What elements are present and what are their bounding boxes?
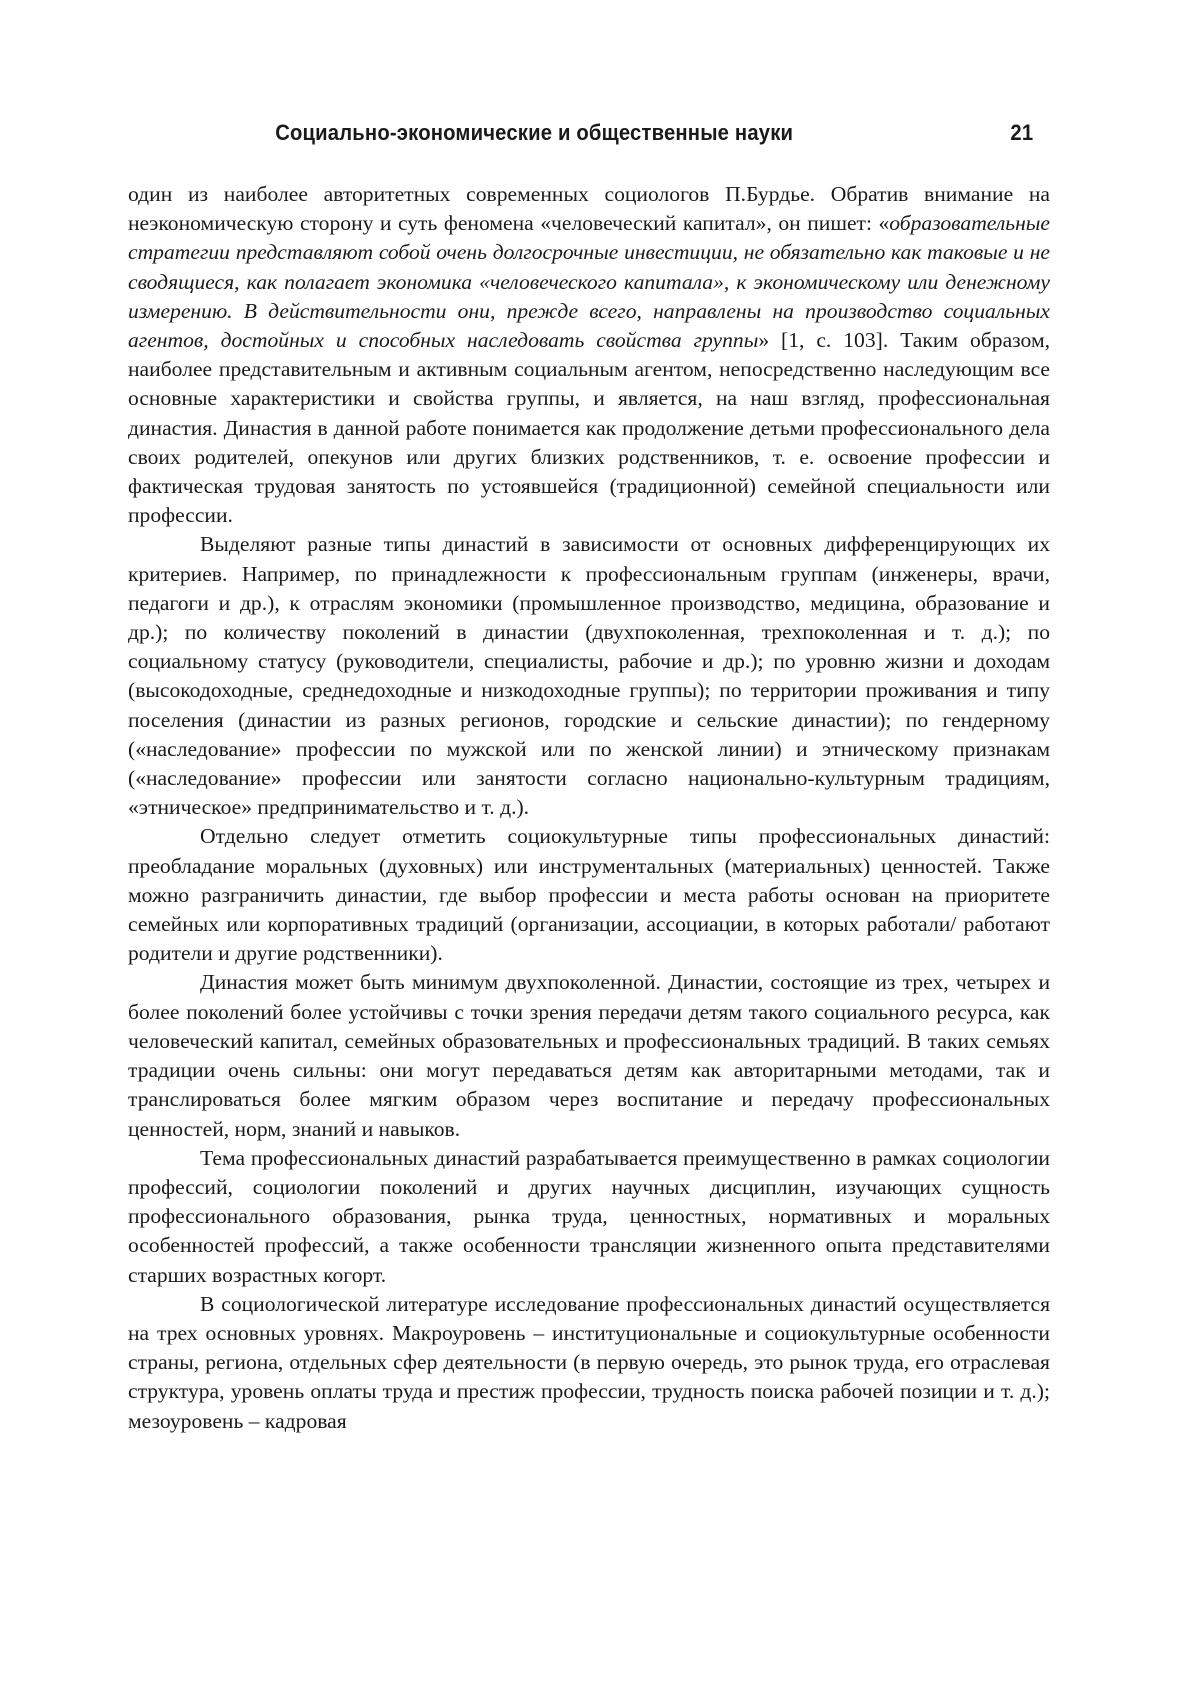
paragraph-5: Тема профессиональных династий разрабатывается преимущественно в рамках социологии профессий, социологии поколений и других научных дисциплин, изучающих сущность профессионального образования, рынка труда, ценностных, нормативных и моральных особенностей профессий, а также особенности трансляции жизненного опыта представителями старших возрастных когорт.: [128, 1145, 1050, 1287]
paragraph-4: Династия может быть минимум двухпоколенной. Династии, состоящие из трех, четырех и более поколений более устойчивы с точки зрения передачи детям такого социального ресурса, как человеческий капитал, семейных образовательных и профессиональных традиций. В таких семьях традиции очень сильны: они могут передаваться детям как авторитарными методами, так и транслироваться более мягким образом через воспитание и передачу профессиональных ценностей, норм, знаний и навыков.: [128, 970, 1050, 1141]
paragraph-2: Выделяют разные типы династий в зависимости от основных дифференцирующих их критериев. Например, по принадлежности к профессиональным группам (инженеры, врачи, педагоги и др.), к отраслям экономики (промышленное производство, медицина, образование и др.); по количеству поколений в династии (двухпоколенная, трехпоколенная и т. д.); по социальному статусу (руководители, специалисты, рабочие и др.); по уровню жизни и доходам (высокодоходные, среднедоходные и низкодоходные группы); по территории проживания и типу поселения (династии из разных регионов, городские и сельские династии); по гендерному («наследование» профессии по мужской или по женской линии) и этническому признакам («наследование» профессии или занятости согласно национально-культурным традициям, «этническое» предпринимательство и т. д.).: [128, 532, 1050, 820]
running-head: [128, 120, 1034, 154]
paragraph-3: Отдельно следует отметить социокультурные типы профессиональных династий: преобладание моральных (духовных) или инструментальных (материальных) ценностей. Также можно разграничить династии, где выбор профессии и места работы основан на приоритете семейных или корпоративных традиций (организации, ассоциации, в которых работали/ работают родители и другие родственники).: [128, 824, 1050, 966]
running-title: Социально-экономические и общественные науки: [275, 120, 794, 145]
paragraph-6: В социологической литературе исследование профессиональных династий осуществляется на трех основных уровнях. Макроуровень – институциональные и социокультурные особенности страны, региона, отдельных сфер деятельности (в первую очередь, это рынок труда, его отраслевая структура, уровень оплаты труда и престиж профессии, трудность поиска рабочей позиции и т. д.); мезоуровень – кадровая: [128, 1291, 1050, 1433]
paragraph-1-tail: » [1, с. 103]. Таким образом, наиболее представительным и активным социальным агентом, непосредственно наследующим все основные характеристики и свойства группы, и является, на наш взгляд, профессиональная династия. Династия в данной работе понимается как продолжение детьми профессионального дела своих родителей, опекунов или других близких родственников, т. е. освоение профессии и фактическая трудовая занятость по устоявшейся (традиционной) семейной специальности или профессии.: [128, 328, 1051, 528]
paragraph-1: [128, 180, 1050, 530]
page-number: 21: [1010, 120, 1034, 145]
body-text: [128, 180, 1050, 1436]
bourdieu-quote: образовательные стратегии представляют собой очень долгосрочные инвестиции, не обязательно как таковые и не сводящиеся, как полагает экономика «человеческого капитала», к экономическому или денежному измерению. В действительности они, прежде всего, направлены на производство социальных агентов, достойных и способных наследовать свойства группы: [128, 211, 1050, 353]
paragraph-1-lead: один из наиболее авторитетных современных социологов П.Бурдье. Обратив внимание на неэкономическую сторону и суть феномена «человеческий капитал», он пишет: «: [128, 182, 1050, 236]
